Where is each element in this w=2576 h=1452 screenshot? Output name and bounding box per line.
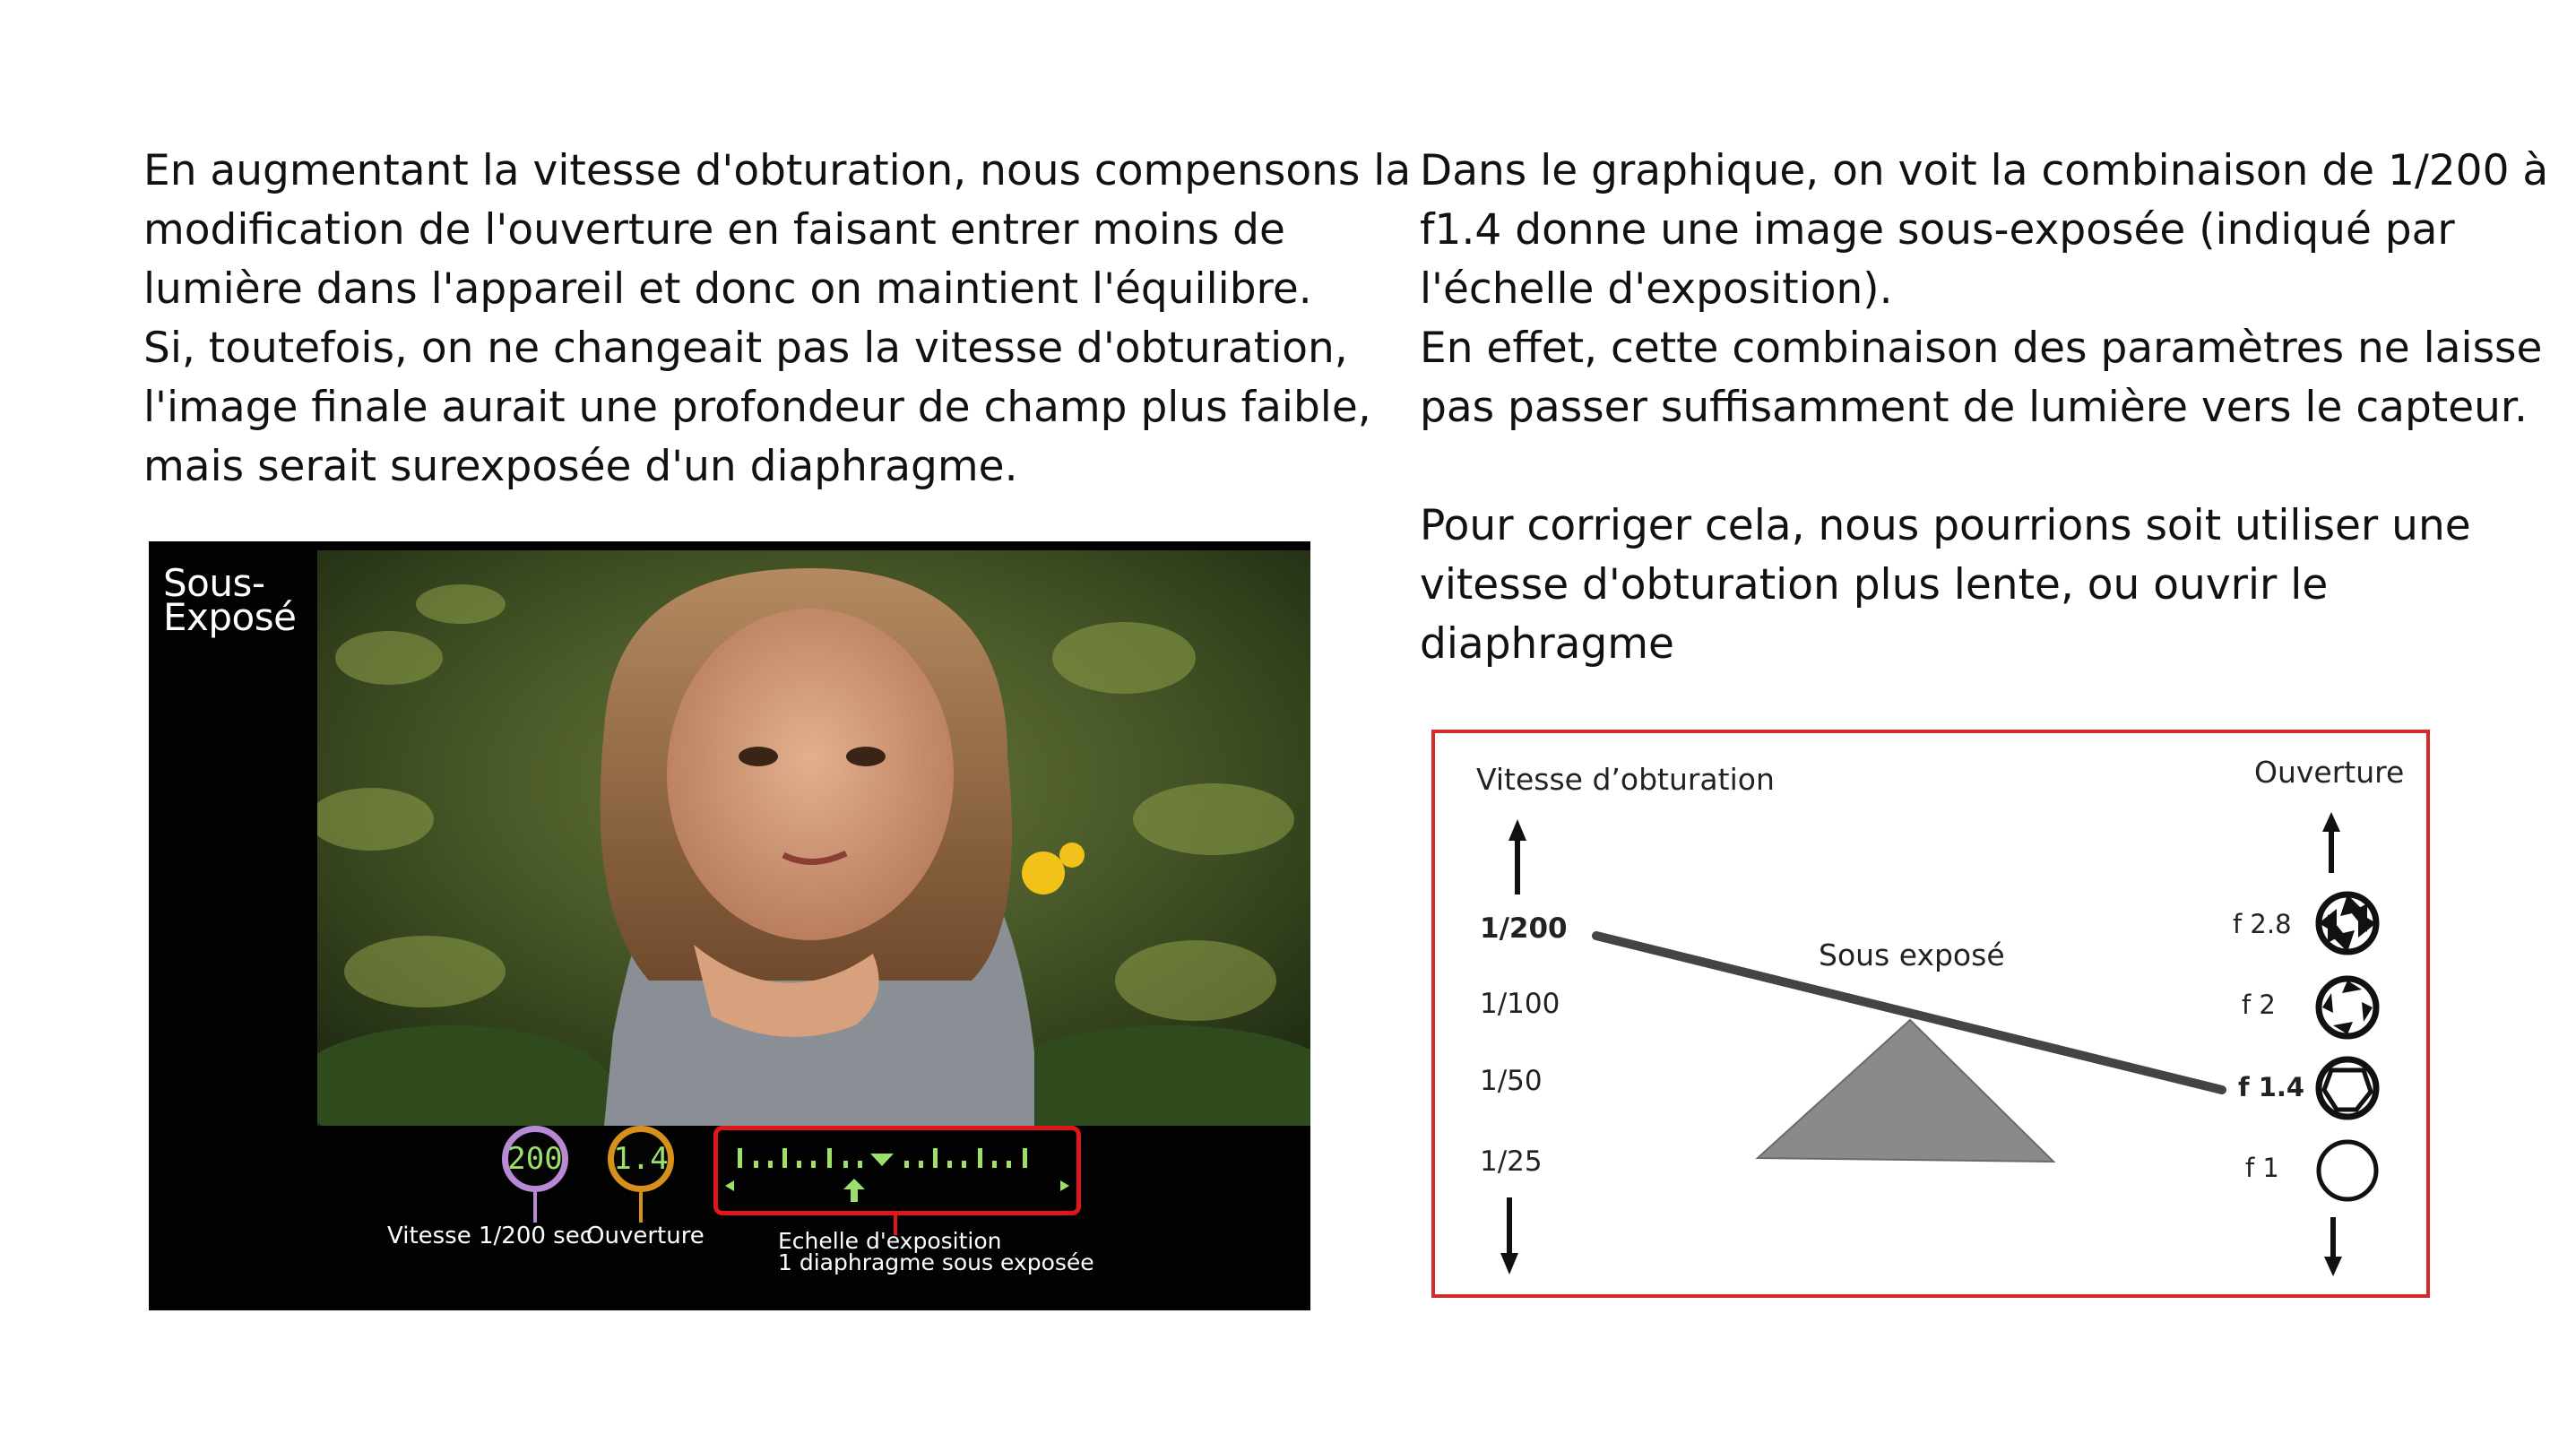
aperture-indicator-stem [639,1192,643,1223]
text-line: Pour corriger cela, nous pourrions soit utiliser une [1420,501,2471,550]
text-line: modification de l'ouverture en faisant entrer moins de [143,205,1285,255]
left-paragraph [143,142,1411,497]
text-line: En effet, cette combinaison des paramètres ne laisse [1420,324,2543,373]
text-line: diaphragme [1420,619,1674,669]
aperture-f2-8: f 2.8 [2233,909,2292,939]
text-line: f1.4 donne une image sous-exposée (indiqué par [1420,205,2455,255]
text-line: mais serait surexposée d'un diaphragme. [143,442,1018,491]
balance-drawing [1435,733,2426,1294]
portrait-illustration [317,550,1310,1126]
aperture-f1: f 1 [2245,1153,2279,1183]
shutter-indicator-stem [533,1192,537,1223]
text-line: Dans le graphique, on voit la combinaison de 1/200 à [1420,146,2549,195]
text-line: vitesse d'obturation plus lente, ou ouvrir le [1420,560,2329,609]
shutter-speed-axis-title: Vitesse d’obturation [1476,762,1775,797]
exposure-balance-diagram [1431,730,2430,1298]
aperture-f1-4: f 1.4 [2238,1072,2305,1102]
aperture-icon [2319,895,2376,952]
aperture-axis-title: Ouverture [2254,755,2405,790]
underexposed-photo-panel [149,541,1310,1310]
text-line: En augmentant la vitesse d'obturation, nous compensons la [143,146,1412,195]
shutter-speed-display: 200 [502,1126,568,1192]
balance-state-label: Sous exposé [1819,938,2005,972]
girl-portrait-photo [317,550,1310,1126]
text-line: l'échelle d'exposition). [1420,264,1893,314]
aperture-display: 1.4 [608,1126,674,1192]
shutter-speed-1-25: 1/25 [1480,1145,1543,1178]
aperture-icon [2319,979,2376,1036]
exposure-scale-box [713,1126,1081,1215]
aperture-icon [2319,1142,2376,1199]
exposure-caption-line-2: 1 diaphragme sous exposée [778,1249,1094,1275]
text-line: lumière dans l'appareil et donc on maintient l'équilibre. [143,264,1312,314]
shutter-speed-1-200: 1/200 [1480,912,1568,945]
aperture-icon [2319,1059,2376,1117]
underexposed-badge: Sous- Exposé [163,561,297,639]
shutter-speed-1-50: 1/50 [1480,1065,1543,1097]
text-line: pas passer suffisamment de lumière vers le capteur. [1420,383,2528,432]
right-paragraph [1420,142,2548,674]
exposure-scale-icon [718,1130,1076,1211]
aperture-caption: Ouverture [586,1223,705,1249]
exposure-caption-line-1: Echelle d'exposition [778,1228,1002,1254]
text-line [1420,437,2548,497]
shutter-speed-1-100: 1/100 [1480,988,1560,1020]
text-line: l'image finale aurait une profondeur de champ plus faible, [143,383,1371,432]
shutter-caption: Vitesse 1/200 sec [387,1223,593,1249]
text-line: Si, toutefois, on ne changeait pas la vitesse d'obturation, [143,324,1348,373]
aperture-f2: f 2 [2242,990,2276,1020]
